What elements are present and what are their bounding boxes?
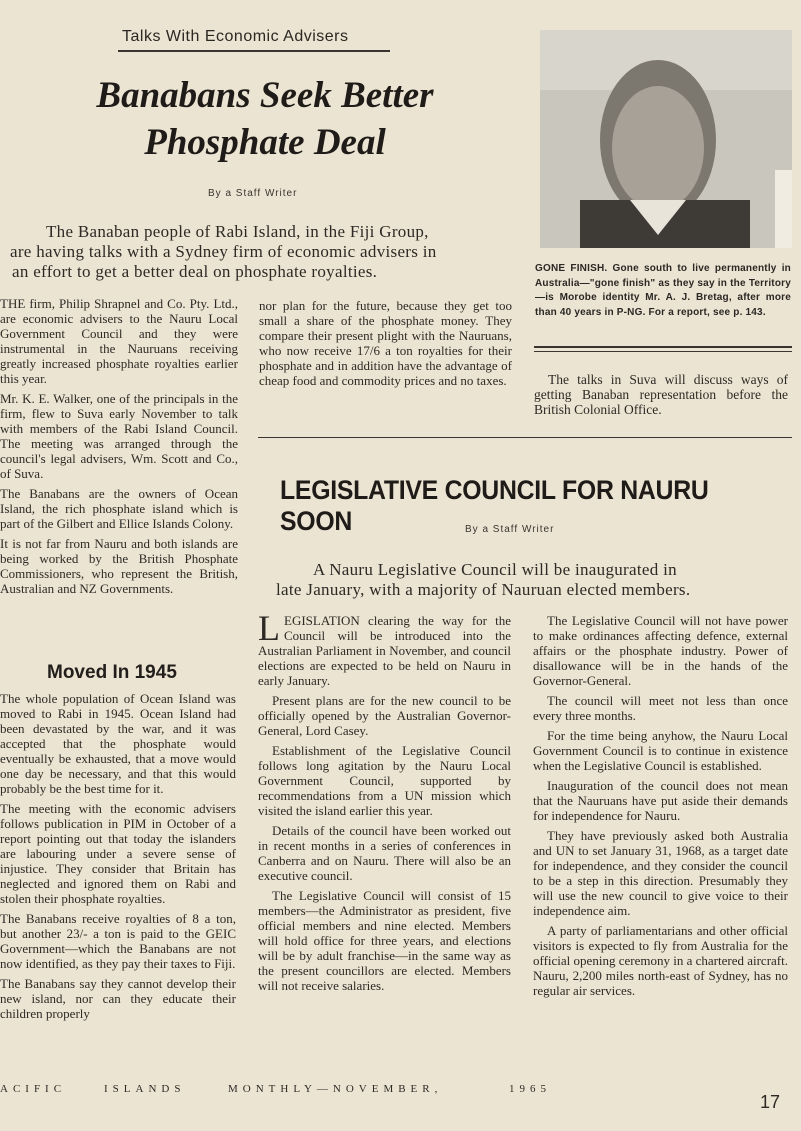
deck-line: A Nauru Legislative Council will be inaugurated in bbox=[313, 560, 677, 579]
legislative-column-a bbox=[258, 608, 511, 998]
article-column-3-top bbox=[534, 372, 788, 422]
byline: By a Staff Writer bbox=[465, 524, 555, 535]
legislative-deck bbox=[276, 560, 786, 600]
deck-line: The Banaban people of Rabi Island, in the Fiji Group, bbox=[46, 222, 429, 241]
paragraph: The council will meet not less than once every three months. bbox=[533, 693, 788, 723]
section-kicker: Talks With Economic Advisers bbox=[122, 28, 349, 45]
paragraph: For the time being anyhow, the Nauru Local Government Council is to continue in existence when the Legislative Council is established. bbox=[533, 728, 788, 773]
paragraph bbox=[258, 608, 511, 688]
footer-issue: MONTHLY—NOVEMBER, bbox=[228, 1083, 443, 1095]
deck-line: late January, with a majority of Nauruan elected members. bbox=[276, 580, 691, 599]
article-headline bbox=[30, 72, 500, 166]
footer-publication: ACIFIC bbox=[0, 1083, 67, 1095]
paragraph: Mr. K. E. Walker, one of the principals in the firm, flew to Suva early November to talk with members of the Rabi Island Council. The meeting was arranged through the council's legal advisers, Wm. Scott and Co., of Suva. bbox=[0, 391, 238, 481]
article-column-1-bottom bbox=[0, 691, 236, 1026]
kicker-underline bbox=[118, 50, 390, 52]
paragraph: The Legislative Council will consist of 15 members—the Administrator as president, five official members and nine elected. Members will hold office for three years, and elections will be by adult franchise—in the same way as the present councillors are elected. Members will not receive salaries. bbox=[258, 888, 511, 993]
paragraph: It is not far from Nauru and both islands are being worked by the British Phosphate Commissioners, who represent the British, Australian and NZ Governments. bbox=[0, 536, 238, 596]
paragraph: THE firm, Philip Shrapnel and Co. Pty. Ltd., are economic advisers to the Nauru Local Government Council and they were instrumental in the Nauruans receiving greatly increased phosphate royalties earlier this year. bbox=[0, 296, 238, 386]
deck-line: an effort to get a better deal on phosphate royalties. bbox=[12, 262, 378, 281]
portrait-illustration bbox=[540, 30, 792, 248]
headline-line-2: Phosphate Deal bbox=[144, 122, 386, 163]
caption-divider bbox=[534, 346, 792, 352]
paragraph: Inauguration of the council does not mean that the Nauruans have put aside their demands for independence for Nauru. bbox=[533, 778, 788, 823]
paragraph: nor plan for the future, because they get too small a share of the phosphate money. They compare their present plight with the Nauruans, who now receive 17/6 a ton royalties for their phosphate and in addition have the advantage of cheap food and commodity prices and no taxes. bbox=[259, 298, 512, 388]
subheading: Moved In 1945 bbox=[47, 662, 177, 683]
section-divider bbox=[258, 437, 792, 438]
paragraph-text: EGISLATION clearing the way for the Council will be introduced into the Australian Parliament in November, and council elections are expected to be held on Nauru in early January. bbox=[258, 613, 511, 688]
byline: By a Staff Writer bbox=[208, 188, 298, 199]
paragraph: Establishment of the Legislative Council follows long agitation by the Nauru Local Government Council, supported by recommendations from a UN mission which visited the island earlier this year. bbox=[258, 743, 511, 818]
drop-cap: L bbox=[258, 608, 280, 648]
paragraph: The Banabans are the owners of Ocean Island, the rich phosphate island which is part of the Gilbert and Ellice Islands Colony. bbox=[0, 486, 238, 531]
portrait-photo bbox=[540, 30, 792, 248]
paragraph: The Banabans say they cannot develop their new island, nor can they educate their children properly bbox=[0, 976, 236, 1021]
footer-year: 1965 bbox=[509, 1083, 551, 1095]
paragraph: A party of parliamentarians and other official visitors is expected to fly from Australia for the official opening ceremony in a chartered aircraft. Nauru, 2,200 miles north-east of Sydney, has no regular air services. bbox=[533, 923, 788, 998]
photo-caption: GONE FINISH. Gone south to live permanently in Australia—"gone finish" as they say in the Territory—is Morobe identity Mr. A. J. Bretag, after more than 40 years in P-NG. For a report, see p. 143. bbox=[535, 263, 791, 318]
footer-publication: ISLANDS bbox=[104, 1083, 186, 1095]
paragraph: The Banabans receive royalties of 8 a ton, but another 23/- a ton is paid to the GEIC Government—which the Banabans are not now identified, as they pay their taxes to Fiji. bbox=[0, 911, 236, 971]
article-column-2-top bbox=[259, 298, 512, 393]
deck-line: are having talks with a Sydney firm of economic advisers in bbox=[10, 242, 437, 261]
legislative-headline: LEGISLATIVE COUNCIL FOR NAURU SOON bbox=[280, 475, 709, 536]
headline-line-1: Banabans Seek Better bbox=[96, 75, 434, 116]
page-number: 17 bbox=[760, 1092, 781, 1112]
paragraph: The meeting with the economic advisers follows publication in PIM in October of a report pointing out that today the islanders are labouring under a severe sense of injustice. They consider that Britain has neglected and ignored them on Rabi and stolen their phosphate royalties. bbox=[0, 801, 236, 906]
paragraph: The whole population of Ocean Island was moved to Rabi in 1945. Ocean Island had been devastated by the war, and it was accepted that the phosphate would eventually be exhausted, that a move would one day be necessary, and that this would probably be the best time for it. bbox=[0, 691, 236, 796]
article-deck bbox=[10, 222, 510, 282]
paragraph: Details of the council have been worked out in recent months in a series of conferences in Canberra and on Nauru. There will also be an executive council. bbox=[258, 823, 511, 883]
paragraph: The talks in Suva will discuss ways of getting Banaban representation before the British Colonial Office. bbox=[534, 372, 788, 417]
paragraph: They have previously asked both Australia and UN to set January 31, 1968, as a target date for independence, and they consider the council to be a step in this direction. Presumably they will use the new council to give voice to their independence aim. bbox=[533, 828, 788, 918]
legislative-column-b bbox=[533, 613, 788, 1003]
paragraph: The Legislative Council will not have power to make ordinances affecting defence, external affairs or the phosphate industry. Power of disallowance will be in the hands of the Governor-General. bbox=[533, 613, 788, 688]
article-column-1-top bbox=[0, 296, 238, 601]
paragraph: Present plans are for the new council to be officially opened by the Australian Governor-General, Lord Casey. bbox=[258, 693, 511, 738]
